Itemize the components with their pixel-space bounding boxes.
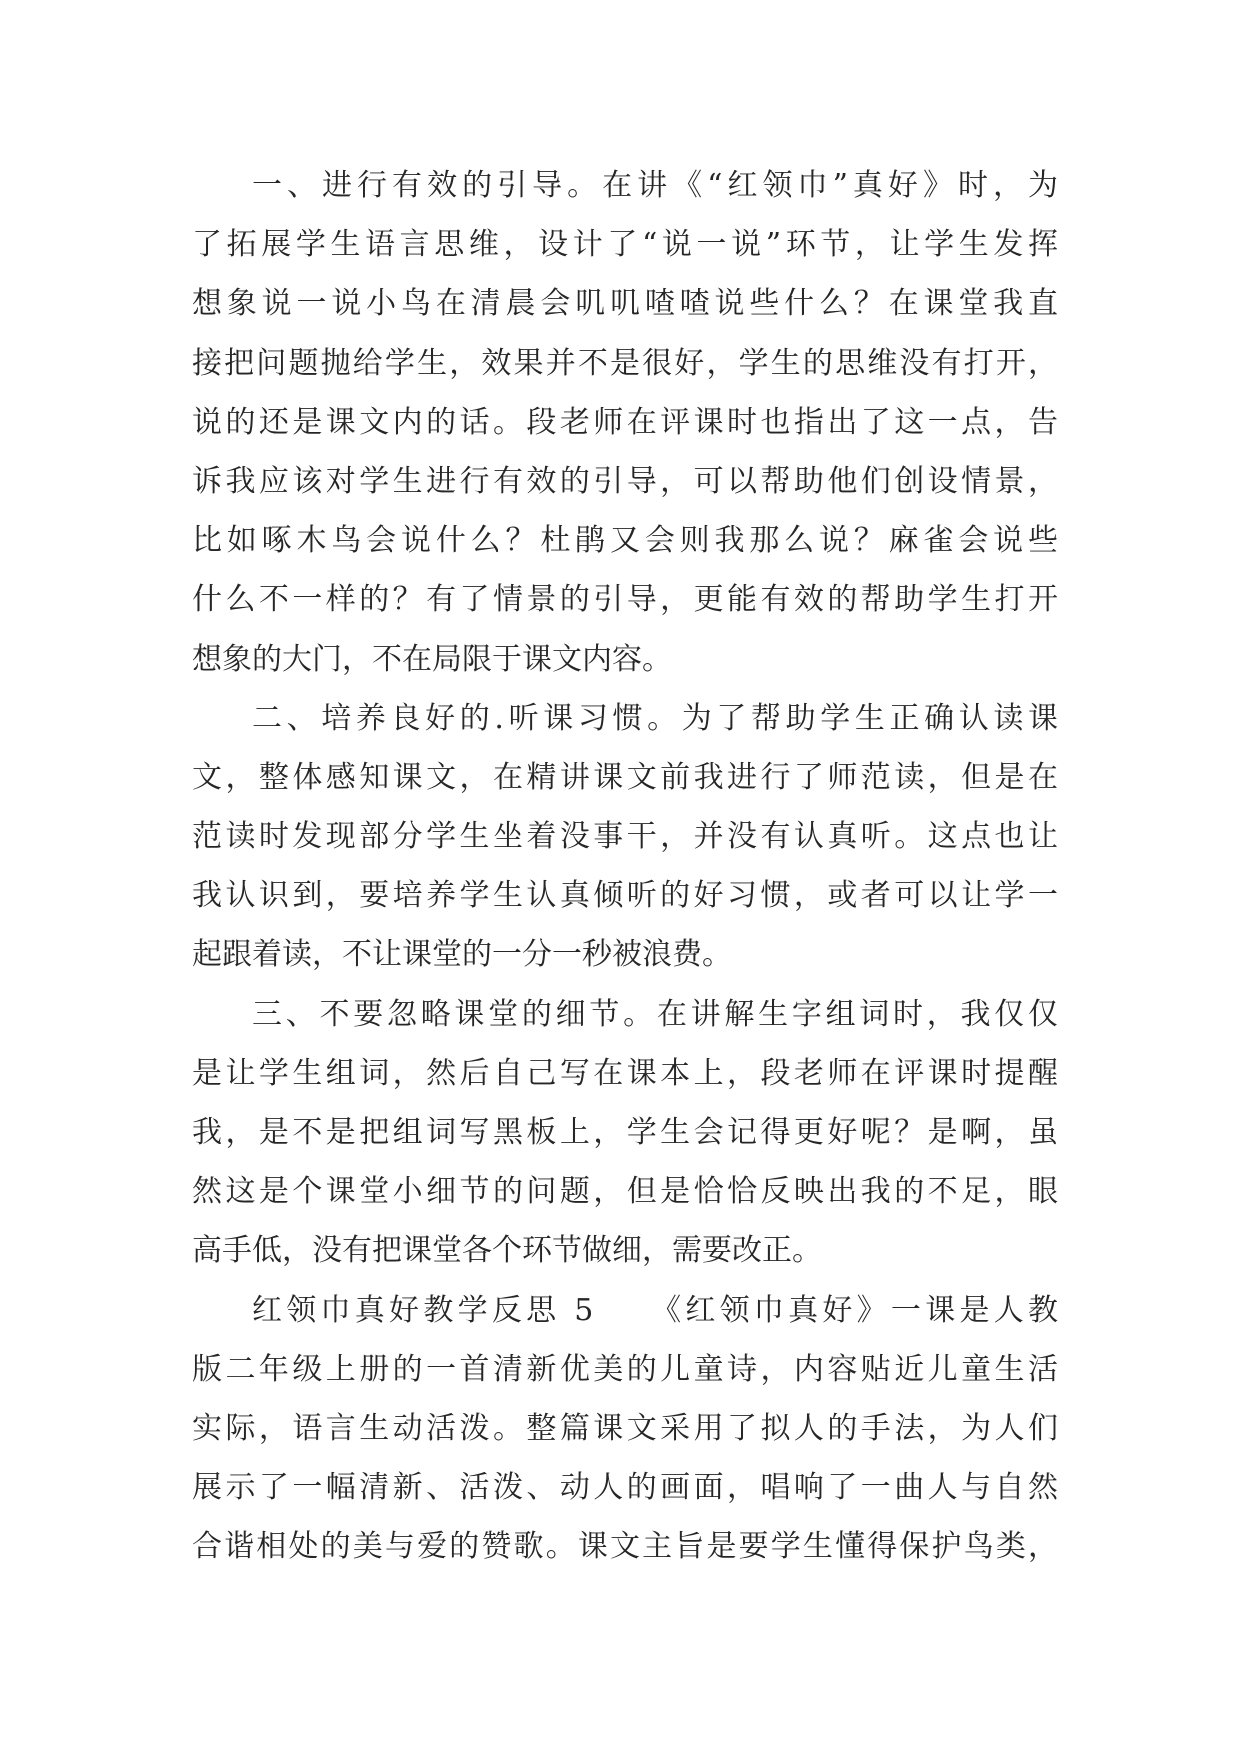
text-line: 说的还是课文内的话。段老师在评课时也指出了这一点，告 bbox=[192, 404, 1058, 440]
text-line: 合谐相处的美与爱的赞歌。课文主旨是要学生懂得保护鸟类， bbox=[192, 1529, 1058, 1565]
text-line: 想象的大门，不在局限于课文内容。 bbox=[192, 641, 672, 677]
text-line: 文，整体感知课文，在精讲课文前我进行了师范读，但是在 bbox=[192, 759, 1058, 795]
text-line: 想象说一说小鸟在清晨会叽叽喳喳说些什么？在课堂我直 bbox=[192, 286, 1058, 322]
text-line: 一、进行有效的引导。在讲《“红领巾”真好》时，为 bbox=[252, 168, 1058, 203]
text-line: 了拓展学生语言思维，设计了“说一说”环节，让学生发挥 bbox=[192, 227, 1058, 263]
text-line: 实际，语言生动活泼。整篇课文采用了拟人的手法，为人们 bbox=[192, 1410, 1058, 1446]
document-body bbox=[192, 156, 1058, 1577]
text-line: 三、不要忽略课堂的细节。在讲解生字组词时，我仅仅 bbox=[252, 996, 1058, 1032]
text-line: 红领巾真好教学反思 5 《红领巾真好》一课是人教 bbox=[252, 1292, 1058, 1328]
text-line: 范读时发现部分学生坐着没事干，并没有认真听。这点也让 bbox=[192, 819, 1058, 855]
text-line: 然这是个课堂小细节的问题，但是恰恰反映出我的不足，眼 bbox=[192, 1174, 1058, 1210]
text-line: 高手低，没有把课堂各个环节做细，需要改正。 bbox=[192, 1233, 822, 1269]
text-line: 我，是不是把组词写黑板上，学生会记得更好呢？是啊，虽 bbox=[192, 1115, 1058, 1150]
text-line: 起跟着读，不让课堂的一分一秒被浪费。 bbox=[192, 937, 732, 973]
text-line: 版二年级上册的一首清新优美的儿童诗，内容贴近儿童生活 bbox=[192, 1351, 1058, 1387]
text-line: 什么不一样的？有了情景的引导，更能有效的帮助学生打开 bbox=[192, 582, 1058, 618]
text-line: 二、培养良好的.听课习惯。为了帮助学生正确认读课 bbox=[252, 700, 1058, 736]
text-line: 展示了一幅清新、活泼、动人的画面，唱响了一曲人与自然 bbox=[192, 1470, 1058, 1506]
text-line: 比如啄木鸟会说什么？杜鹃又会则我那么说？麻雀会说些 bbox=[192, 523, 1058, 559]
text-line: 我认识到，要培养学生认真倾听的好习惯，或者可以让学一 bbox=[192, 878, 1058, 914]
text-line: 诉我应该对学生进行有效的引导，可以帮助他们创设情景， bbox=[192, 463, 1058, 499]
text-line: 是让学生组词，然后自己写在课本上，段老师在评课时提醒 bbox=[192, 1055, 1058, 1091]
text-line: 接把问题抛给学生，效果并不是很好，学生的思维没有打开， bbox=[192, 345, 1058, 381]
